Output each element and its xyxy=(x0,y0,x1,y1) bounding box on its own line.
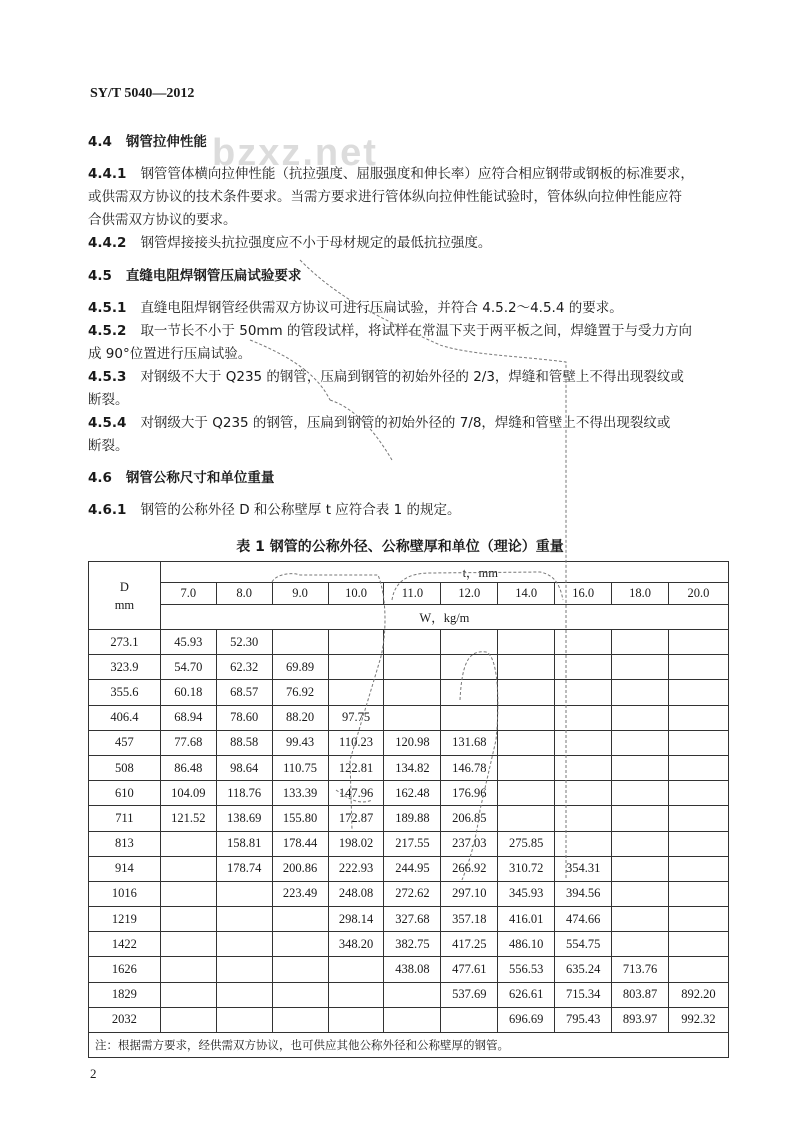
table-row xyxy=(89,755,729,780)
weight-cell xyxy=(160,907,216,932)
weight-cell xyxy=(160,881,216,906)
weight-cell xyxy=(160,1007,216,1032)
weight-cell: 155.80 xyxy=(272,806,328,831)
weight-cell xyxy=(384,630,441,655)
page-number: 2 xyxy=(90,1066,97,1081)
weight-cell xyxy=(160,932,216,957)
weight-cell: 147.96 xyxy=(328,781,384,806)
weight-cell: 45.93 xyxy=(160,630,216,655)
table-note: 注：根据需方要求，经供需双方协议，也可供应其他公称外径和公称壁厚的钢管。 xyxy=(89,1033,729,1058)
weight-cell xyxy=(668,781,728,806)
weight-cell xyxy=(668,730,728,755)
clause-4-5-3-line-1: 4.5.3 对钢级不大于 Q235 的钢管，压扁到钢管的初始外径的 2/3，焊缝和管壁上不得出现裂纹或 xyxy=(88,369,684,385)
weight-cell xyxy=(668,630,728,655)
weight-cell: 327.68 xyxy=(384,907,441,932)
t-value-2: 9.0 xyxy=(272,583,328,605)
weight-cell: 122.81 xyxy=(328,755,384,780)
d-label: D xyxy=(119,579,129,594)
weight-cell xyxy=(498,630,555,655)
weight-cell: 354.31 xyxy=(555,856,612,881)
weight-cell: 97.75 xyxy=(328,705,384,730)
row-d-cell: 1016 xyxy=(89,881,161,906)
weight-cell xyxy=(328,680,384,705)
weight-cell xyxy=(272,907,328,932)
weight-cell: 715.34 xyxy=(555,982,612,1007)
weight-cell: 88.58 xyxy=(216,730,272,755)
weight-cell: 69.89 xyxy=(272,655,328,680)
weight-cell xyxy=(555,755,612,780)
weight-cell xyxy=(612,781,669,806)
weight-cell: 54.70 xyxy=(160,655,216,680)
weight-cell: 438.08 xyxy=(384,957,441,982)
weight-cell: 298.14 xyxy=(328,907,384,932)
row-d-cell: 1422 xyxy=(89,932,161,957)
weight-cell: 62.32 xyxy=(216,655,272,680)
weight-cell xyxy=(216,982,272,1007)
row-d-cell: 610 xyxy=(89,781,161,806)
clause-4-4-1-line-2: 或供需双方协议的技术条件要求。当需方要求进行管体纵向拉伸性能试验时，管体纵向拉伸性能应符 xyxy=(88,189,682,205)
weight-cell xyxy=(612,831,669,856)
clause-4-5-1: 4.5.1 直缝电阻焊钢管经供需双方协议可进行压扁试验，并符合 4.5.2～4.5.4 的要求。 xyxy=(88,300,623,316)
clause-4-4-1-line-3: 合供需双方协议的要求。 xyxy=(88,212,237,228)
weight-cell: 99.43 xyxy=(272,730,328,755)
table-row xyxy=(89,856,729,881)
weight-cell: 206.85 xyxy=(441,806,498,831)
weight-cell: 68.94 xyxy=(160,705,216,730)
weight-cell: 223.49 xyxy=(272,881,328,906)
weight-cell: 248.08 xyxy=(328,881,384,906)
weight-cell xyxy=(668,881,728,906)
weight-cell xyxy=(555,781,612,806)
weight-cell: 121.52 xyxy=(160,806,216,831)
weight-cell: 198.02 xyxy=(328,831,384,856)
weight-cell: 110.23 xyxy=(328,730,384,755)
row-d-cell: 813 xyxy=(89,831,161,856)
weight-cell: 162.48 xyxy=(384,781,441,806)
weight-cell xyxy=(555,680,612,705)
table-row xyxy=(89,730,729,755)
weight-cell: 88.20 xyxy=(272,705,328,730)
clause-4-5-4-line-2: 断裂。 xyxy=(88,438,129,454)
weight-cell: 52.30 xyxy=(216,630,272,655)
weight-cell: 104.09 xyxy=(160,781,216,806)
table-row xyxy=(89,831,729,856)
weight-cell xyxy=(555,655,612,680)
row-d-cell: 1829 xyxy=(89,982,161,1007)
clause-4-5-3-line-2: 断裂。 xyxy=(88,392,129,408)
clause-4-4-2: 4.4.2 钢管焊接接头抗拉强度应不小于母材规定的最低抗拉强度。 xyxy=(88,235,492,251)
weight-cell: 60.18 xyxy=(160,680,216,705)
weight-cell: 118.76 xyxy=(216,781,272,806)
weight-cell xyxy=(668,932,728,957)
weight-cell: 78.60 xyxy=(216,705,272,730)
table-row xyxy=(89,932,729,957)
weight-cell xyxy=(668,907,728,932)
weight-cell: 189.88 xyxy=(384,806,441,831)
row-d-cell: 355.6 xyxy=(89,680,161,705)
weight-cell: 146.78 xyxy=(441,755,498,780)
t-value-3: 10.0 xyxy=(328,583,384,605)
weight-cell: 803.87 xyxy=(612,982,669,1007)
t-value-5: 12.0 xyxy=(441,583,498,605)
table-row xyxy=(89,680,729,705)
weight-cell xyxy=(498,680,555,705)
weight-cell: 134.82 xyxy=(384,755,441,780)
weight-cell xyxy=(160,982,216,1007)
weight-cell: 76.92 xyxy=(272,680,328,705)
t-value-7: 16.0 xyxy=(555,583,612,605)
weight-cell: 98.64 xyxy=(216,755,272,780)
weight-cell xyxy=(668,856,728,881)
weight-cell: 86.48 xyxy=(160,755,216,780)
weight-cell xyxy=(328,982,384,1007)
weight-cell xyxy=(216,881,272,906)
weight-cell xyxy=(216,1007,272,1032)
weight-cell xyxy=(160,831,216,856)
d-unit: mm xyxy=(114,597,135,612)
t-value-6: 14.0 xyxy=(498,583,555,605)
weight-cell xyxy=(441,630,498,655)
table-row xyxy=(89,957,729,982)
weight-cell xyxy=(272,982,328,1007)
weight-cell xyxy=(216,957,272,982)
weight-cell: 486.10 xyxy=(498,932,555,957)
weight-cell: 178.44 xyxy=(272,831,328,856)
weight-cell xyxy=(216,907,272,932)
t-values-row xyxy=(89,583,729,605)
t-value-0: 7.0 xyxy=(160,583,216,605)
weight-cell: 266.92 xyxy=(441,856,498,881)
watermark: bzxz.net xyxy=(212,132,378,174)
weight-cell: 795.43 xyxy=(555,1007,612,1032)
pipe-dimension-table xyxy=(88,561,729,1058)
weight-cell xyxy=(160,856,216,881)
weight-cell xyxy=(612,655,669,680)
weight-cell xyxy=(612,705,669,730)
weight-cell: 133.39 xyxy=(272,781,328,806)
weight-cell: 158.81 xyxy=(216,831,272,856)
weight-cell xyxy=(498,755,555,780)
table-row xyxy=(89,705,729,730)
weight-cell xyxy=(668,755,728,780)
row-d-cell: 406.4 xyxy=(89,705,161,730)
weight-cell xyxy=(441,1007,498,1032)
table-row xyxy=(89,1007,729,1032)
weight-cell: 120.98 xyxy=(384,730,441,755)
weight-cell xyxy=(160,957,216,982)
weight-cell xyxy=(612,630,669,655)
weight-cell: 275.85 xyxy=(498,831,555,856)
weight-cell xyxy=(272,1007,328,1032)
weight-cell xyxy=(612,881,669,906)
table-row xyxy=(89,781,729,806)
weight-cell xyxy=(612,730,669,755)
weight-cell xyxy=(668,680,728,705)
weight-cell xyxy=(441,680,498,705)
weight-cell xyxy=(441,705,498,730)
weight-cell: 394.56 xyxy=(555,881,612,906)
weight-cell: 138.69 xyxy=(216,806,272,831)
weight-cell: 176.96 xyxy=(441,781,498,806)
weight-cell xyxy=(498,806,555,831)
weight-cell xyxy=(668,655,728,680)
weight-cell xyxy=(555,630,612,655)
weight-cell xyxy=(272,630,328,655)
t-header: t，mm xyxy=(160,562,728,583)
table-row xyxy=(89,806,729,831)
weight-cell: 131.68 xyxy=(441,730,498,755)
weight-cell xyxy=(612,680,669,705)
weight-cell xyxy=(328,957,384,982)
table-row xyxy=(89,907,729,932)
weight-cell xyxy=(668,806,728,831)
weight-cell: 172.87 xyxy=(328,806,384,831)
weight-cell: 297.10 xyxy=(441,881,498,906)
t-value-4: 11.0 xyxy=(384,583,441,605)
section-4-6-heading: 4.6 钢管公称尺寸和单位重量 xyxy=(88,470,275,486)
weight-cell xyxy=(612,856,669,881)
weight-cell xyxy=(384,655,441,680)
table-caption: 表 1 钢管的公称外径、公称壁厚和单位（理论）重量 xyxy=(236,539,564,555)
weight-cell xyxy=(612,907,669,932)
weight-cell: 537.69 xyxy=(441,982,498,1007)
weight-cell xyxy=(384,982,441,1007)
weight-cell: 272.62 xyxy=(384,881,441,906)
weight-cell xyxy=(328,630,384,655)
weight-cell xyxy=(498,655,555,680)
row-d-cell: 508 xyxy=(89,755,161,780)
weight-cell: 696.69 xyxy=(498,1007,555,1032)
row-d-cell: 1626 xyxy=(89,957,161,982)
weight-cell: 77.68 xyxy=(160,730,216,755)
weight-cell: 244.95 xyxy=(384,856,441,881)
weight-cell: 713.76 xyxy=(612,957,669,982)
weight-cell: 556.53 xyxy=(498,957,555,982)
section-4-4-heading: 4.4 钢管拉伸性能 xyxy=(88,134,207,150)
weight-cell xyxy=(498,705,555,730)
weight-cell: 357.18 xyxy=(441,907,498,932)
weight-cell: 110.75 xyxy=(272,755,328,780)
weight-cell: 237.03 xyxy=(441,831,498,856)
weight-cell xyxy=(441,655,498,680)
weight-cell xyxy=(384,705,441,730)
weight-cell: 382.75 xyxy=(384,932,441,957)
weight-cell xyxy=(328,1007,384,1032)
weight-cell: 68.57 xyxy=(216,680,272,705)
weight-cell xyxy=(216,932,272,957)
standard-code: SY/T 5040—2012 xyxy=(90,86,195,101)
t-value-1: 8.0 xyxy=(216,583,272,605)
weight-cell: 200.86 xyxy=(272,856,328,881)
clause-4-5-2-line-2: 成 90°位置进行压扁试验。 xyxy=(88,346,252,362)
table-row xyxy=(89,982,729,1007)
clause-4-4-1-line-1: 4.4.1 钢管管体横向拉伸性能（抗拉强度、屈服强度和伸长率）应符合相应钢带或钢板的标准要求， xyxy=(88,166,694,182)
weight-cell xyxy=(612,932,669,957)
table-body xyxy=(89,630,729,1033)
clause-4-5-2-line-1: 4.5.2 取一节长不小于 50mm 的管段试样，将试样在常温下夹于两平板之间，焊缝置于与受力方向 xyxy=(88,323,692,339)
weight-cell xyxy=(555,730,612,755)
row-d-cell: 711 xyxy=(89,806,161,831)
table-row xyxy=(89,881,729,906)
weight-cell: 992.32 xyxy=(668,1007,728,1032)
weight-cell xyxy=(668,705,728,730)
row-d-cell: 1219 xyxy=(89,907,161,932)
clause-4-6-1: 4.6.1 钢管的公称外径 D 和公称壁厚 t 应符合表 1 的规定。 xyxy=(88,502,461,518)
t-value-9: 20.0 xyxy=(668,583,728,605)
weight-cell xyxy=(555,806,612,831)
weight-cell xyxy=(668,957,728,982)
row-d-cell: 323.9 xyxy=(89,655,161,680)
weight-cell: 626.61 xyxy=(498,982,555,1007)
weight-cell: 554.75 xyxy=(555,932,612,957)
weight-cell xyxy=(272,932,328,957)
t-value-8: 18.0 xyxy=(612,583,669,605)
section-4-5-heading: 4.5 直缝电阻焊钢管压扁试验要求 xyxy=(88,268,302,284)
row-d-cell: 273.1 xyxy=(89,630,161,655)
weight-cell xyxy=(555,831,612,856)
row-d-cell: 914 xyxy=(89,856,161,881)
weight-cell xyxy=(384,680,441,705)
weight-cell: 178.74 xyxy=(216,856,272,881)
weight-cell: 217.55 xyxy=(384,831,441,856)
weight-cell xyxy=(668,831,728,856)
d-header xyxy=(89,562,161,630)
weight-cell: 635.24 xyxy=(555,957,612,982)
table-row xyxy=(89,655,729,680)
weight-cell xyxy=(328,655,384,680)
weight-cell xyxy=(612,755,669,780)
weight-cell: 416.01 xyxy=(498,907,555,932)
weight-cell xyxy=(612,806,669,831)
row-d-cell: 2032 xyxy=(89,1007,161,1032)
weight-cell xyxy=(498,730,555,755)
weight-cell: 893.97 xyxy=(612,1007,669,1032)
weight-cell xyxy=(555,705,612,730)
weight-cell: 345.93 xyxy=(498,881,555,906)
clause-4-5-4-line-1: 4.5.4 对钢级大于 Q235 的钢管，压扁到钢管的初始外径的 7/8，焊缝和管壁上不得出现裂纹或 xyxy=(88,415,671,431)
weight-cell: 348.20 xyxy=(328,932,384,957)
weight-cell xyxy=(498,781,555,806)
w-header: W，kg/m xyxy=(160,605,728,630)
weight-cell xyxy=(272,957,328,982)
weight-cell: 477.61 xyxy=(441,957,498,982)
weight-cell: 310.72 xyxy=(498,856,555,881)
weight-cell: 417.25 xyxy=(441,932,498,957)
weight-cell: 222.93 xyxy=(328,856,384,881)
weight-cell: 892.20 xyxy=(668,982,728,1007)
table-row xyxy=(89,630,729,655)
row-d-cell: 457 xyxy=(89,730,161,755)
weight-cell: 474.66 xyxy=(555,907,612,932)
weight-cell xyxy=(384,1007,441,1032)
